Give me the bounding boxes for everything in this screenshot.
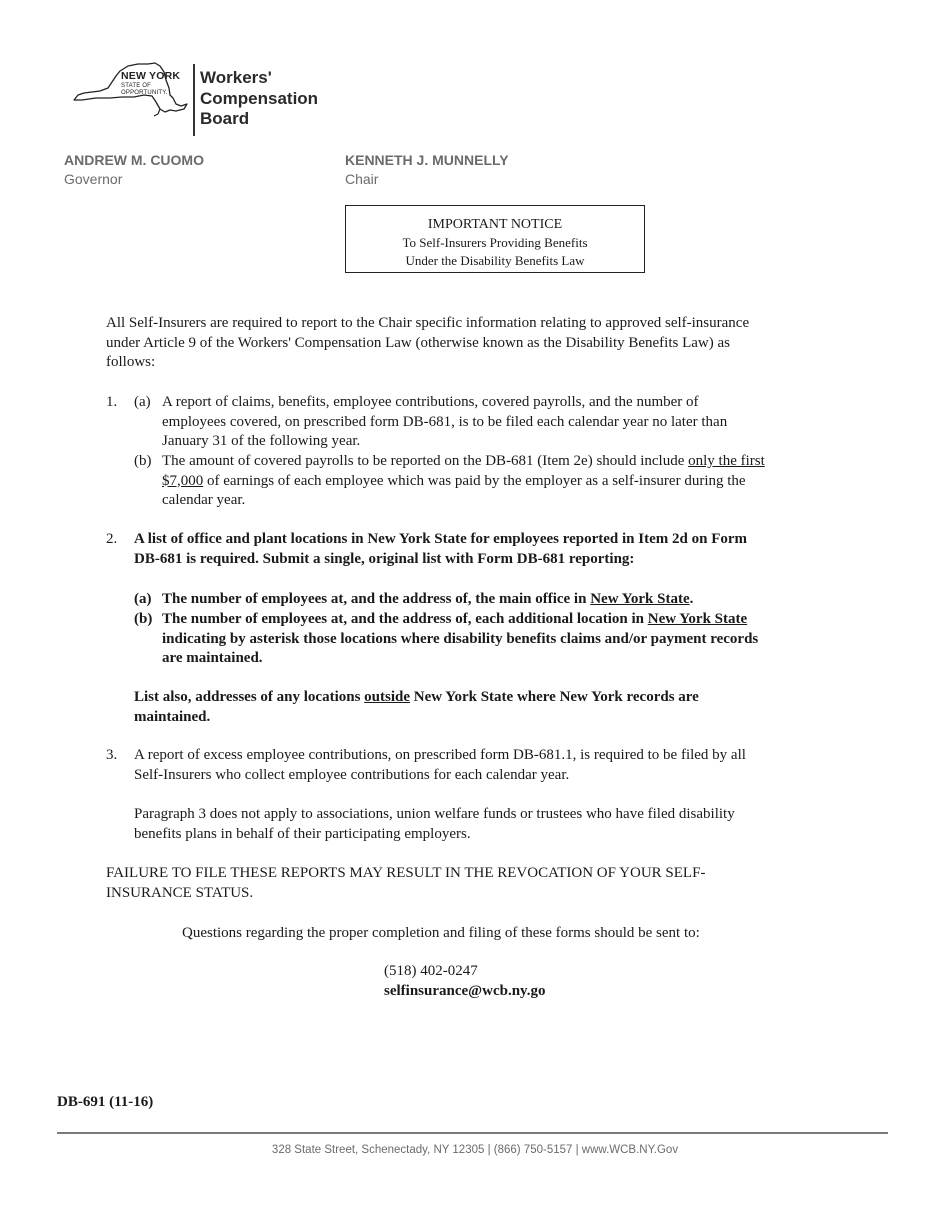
item-1a-line: employees covered, on prescribed form DB-681, is to be filed each calendar year no later than: [162, 413, 728, 430]
footer-address: 328 State Street, Schenectady, NY 12305 | (866) 750-5157 | www.WCB.NY.Gov: [271, 1144, 679, 1156]
item-2-line: A list of office and plant locations in New York State for employees reported in Item 2d on Form: [134, 531, 748, 547]
item-2b-text: [162, 610, 758, 669]
state-tagline-1: STATE OF: [121, 82, 152, 89]
notice-heading: IMPORTANT NOTICE: [427, 217, 563, 232]
underlined-amount: $7,000: [162, 472, 204, 489]
item-2a-label: (a): [134, 591, 152, 607]
state-tagline-2: OPPORTUNITY.: [121, 89, 168, 96]
board-name: [200, 68, 318, 130]
important-notice-box: [345, 205, 645, 273]
intro-paragraph: [106, 314, 749, 373]
item-2-text: [134, 530, 747, 569]
item-1b-line-3: calendar year.: [162, 492, 246, 508]
item-1b-text: [162, 452, 765, 511]
list-also-line-1: List also, addresses of any locations outside New York State where New York records are: [134, 689, 699, 705]
contact-email[interactable]: selfinsurance@wcb.ny.go: [384, 983, 546, 999]
item-1a-text: [162, 393, 727, 452]
item-1a-line: A report of claims, benefits, employee contributions, covered payrolls, and the number of: [162, 394, 699, 410]
governor-name: ANDREW M. CUOMO: [64, 152, 204, 168]
item-1a-line: January 31 of the following year.: [162, 433, 361, 449]
item-1-number: 1.: [106, 394, 118, 410]
item-3-line: A report of excess employee contributions, on prescribed form DB-681.1, is required to be filed by all: [134, 747, 746, 763]
item-3-line: Self-Insurers who collect employee contributions for each calendar year.: [134, 766, 570, 783]
intro-line: All Self-Insurers are required to report to the Chair specific information relating to approved self-insurance: [106, 315, 750, 331]
questions-text: Questions regarding the proper completion and filing of these forms should be sent to:: [182, 925, 700, 941]
item-3-note-line: benefits plans in behalf of their participating employers.: [134, 825, 471, 842]
board-name-line-1: Workers': [200, 68, 272, 87]
item-1b-line-1: The amount of covered payrolls to be reported on the DB-681 (Item 2e) should include only the first: [162, 453, 765, 469]
intro-line: follows:: [106, 354, 156, 370]
form-id: DB-691 (11-16): [57, 1094, 154, 1110]
item-2b-line: indicating by asterisk those locations where disability benefits claims and/or payment records: [162, 630, 759, 647]
underlined-outside: outside: [364, 689, 411, 705]
footer-divider: [57, 1132, 888, 1134]
chair-name: KENNETH J. MUNNELLY: [345, 152, 509, 168]
state-name: NEW YORK: [121, 70, 181, 82]
item-3-note-line: Paragraph 3 does not apply to associations, union welfare funds or trustees who have filed disability: [134, 806, 735, 822]
logo-divider: [193, 64, 195, 136]
warning-line: INSURANCE STATUS.: [106, 884, 254, 901]
warning-line: FAILURE TO FILE THESE REPORTS MAY RESULT IN THE REVOCATION OF YOUR SELF-: [106, 865, 706, 881]
contact-phone: (518) 402-0247: [384, 963, 478, 979]
item-1a-label: (a): [134, 394, 151, 410]
item-3-number: 3.: [106, 747, 118, 763]
notice-line-3: Under the Disability Benefits Law: [405, 253, 585, 268]
item-2-number: 2.: [106, 531, 118, 547]
underlined-phrase: only the first: [688, 453, 765, 469]
failure-warning: [106, 864, 705, 903]
intro-line: under Article 9 of the Workers' Compensation Law (otherwise known as the Disability Benefits Law) as: [106, 334, 730, 351]
item-1b-line-2: $7,000 of earnings of each employee which was paid by the employer as a self-insurer during the: [162, 472, 746, 489]
notice-line-2: To Self-Insurers Providing Benefits: [402, 235, 588, 250]
list-also-line-2: maintained.: [134, 708, 211, 725]
item-2b-line: are maintained.: [162, 650, 263, 666]
item-1b-label: (b): [134, 453, 152, 469]
item-2b-label: (b): [134, 611, 153, 627]
board-name-line-2: Compensation: [200, 88, 319, 108]
chair-title: Chair: [345, 171, 379, 187]
state-logo-text: [121, 71, 180, 96]
underlined-state: New York State: [647, 611, 748, 627]
item-2-line: DB-681 is required. Submit a single, original list with Form DB-681 reporting:: [134, 550, 635, 567]
item-2a-text: The number of employees at, and the address of, the main office in New York State.: [162, 591, 694, 607]
governor-title: Governor: [64, 171, 123, 187]
item-2-list-also: [134, 688, 699, 727]
board-name-line-3: Board: [200, 109, 250, 128]
underlined-state: New York State: [590, 591, 690, 607]
item-3-text: [134, 746, 746, 785]
item-2b-line-1: The number of employees at, and the address of, each additional location in New York State: [162, 611, 748, 627]
item-3-note: [134, 805, 735, 844]
